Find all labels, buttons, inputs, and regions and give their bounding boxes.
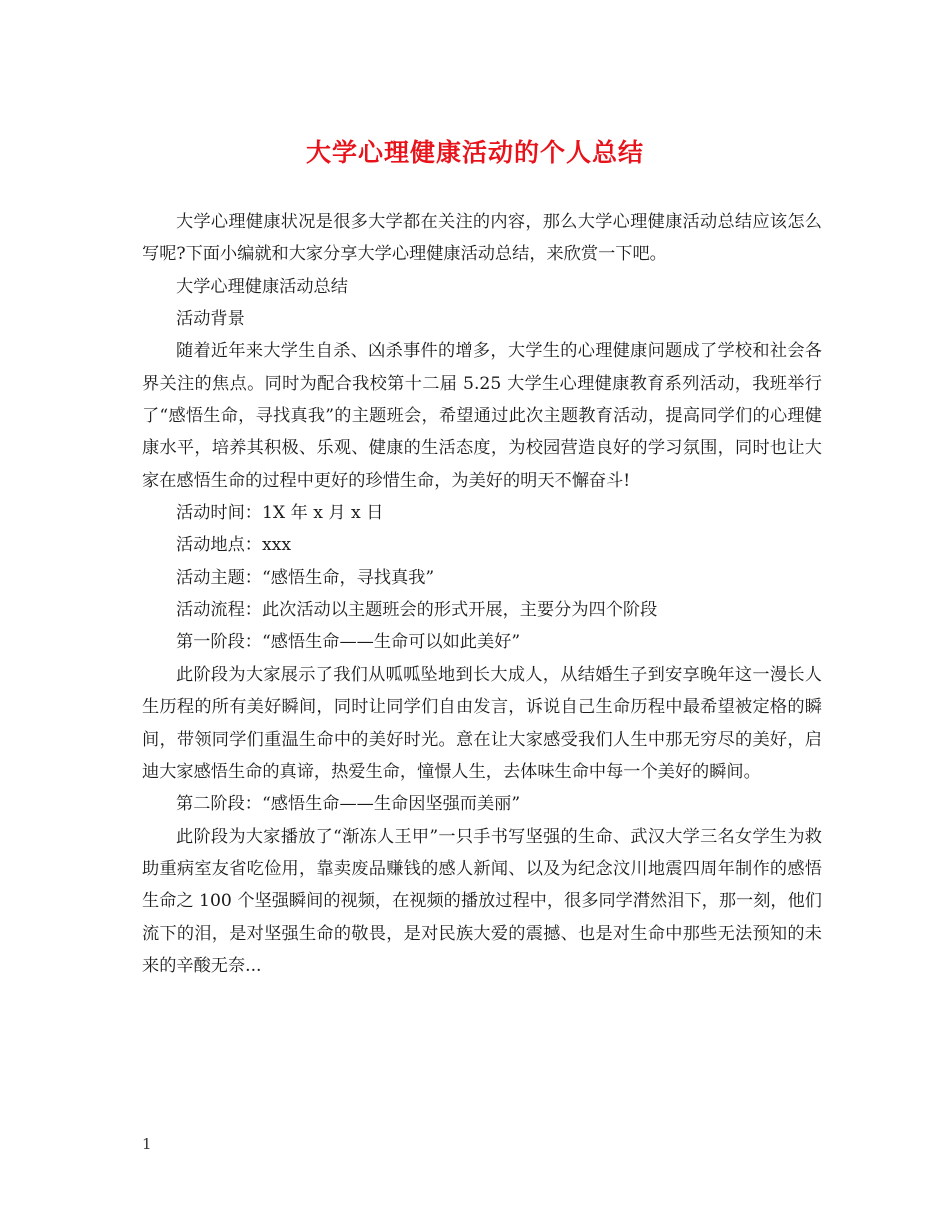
paragraph-heading-background: 活动背景: [176, 309, 245, 330]
paragraph-activity-process: 活动流程：此次活动以主题班会的形式开展，主要分为四个阶段: [176, 600, 658, 621]
paragraph-stage-one: 此阶段为大家展示了我们从呱呱坠地到长大成人，从结婚生子到安享晚年这一漫长人生历程的所有美好瞬间，同时让同学们自由发言，诉说自己生命历程中最希望被定格的瞬间，带领同学们重温生命中的美好时光。意在让大家感受我们人生中那无穷尽的美好，启迪大家感悟生命的真谛，热爱生命，憧憬人生，去体味生命中每一个美好的瞬间。: [142, 664, 822, 782]
paragraph-stage-two-heading: 第二阶段：“感悟生命——生命因坚强而美丽”: [176, 794, 521, 815]
paragraph-activity-time: 活动时间：1X 年 x 月 x 日: [176, 503, 384, 524]
paragraph-activity-location: 活动地点：xxx: [176, 535, 292, 556]
document-title: 大学心理健康活动的个人总结: [305, 138, 644, 167]
paragraph-intro: 大学心理健康状况是很多大学都在关注的内容，那么大学心理健康活动总结应该怎么写呢?下面小编就和大家分享大学心理健康活动总结，来欣赏一下吧。: [142, 212, 822, 265]
paragraph-background: 随着近年来大学生自杀、凶杀事件的增多，大学生的心理健康问题成了学校和社会各界关注的焦点。同时为配合我校第十二届 5.25 大学生心理健康教育系列活动，我班举行了“感悟生命，寻找真我”的主题班会，希望通过此次主题教育活动，提高同学们的心理健康水平，培养其积极、乐观、健康的生活态度，为校园营造良好的学习氛围，同时也让大家在感悟生命的过程中更好的珍惜生命，为美好的明天不懈奋斗!: [142, 341, 822, 491]
document-body: [142, 206, 822, 982]
paragraph-stage-one-heading: 第一阶段：“感悟生命——生命可以如此美好”: [176, 632, 521, 653]
paragraph-activity-theme: 活动主题：“感悟生命，寻找真我”: [176, 567, 435, 588]
paragraph-stage-two: 此阶段为大家播放了“渐冻人王甲”一只手书写坚强的生命、武汉大学三名女学生为救助重病室友省吃俭用，靠卖废品赚钱的感人新闻、以及为纪念汶川地震四周年制作的感悟生命之 100 个坚强瞬间的视频，在视频的播放过程中，很多同学潸然泪下，那一刻，他们流下的泪，是对坚强生命的敬畏，是对民族大爱的震撼、也是对生命中那些无法预知的未来的辛酸无奈...: [142, 826, 822, 976]
paragraph-heading-summary: 大学心理健康活动总结: [176, 276, 348, 297]
page-number: 1: [142, 1135, 152, 1153]
